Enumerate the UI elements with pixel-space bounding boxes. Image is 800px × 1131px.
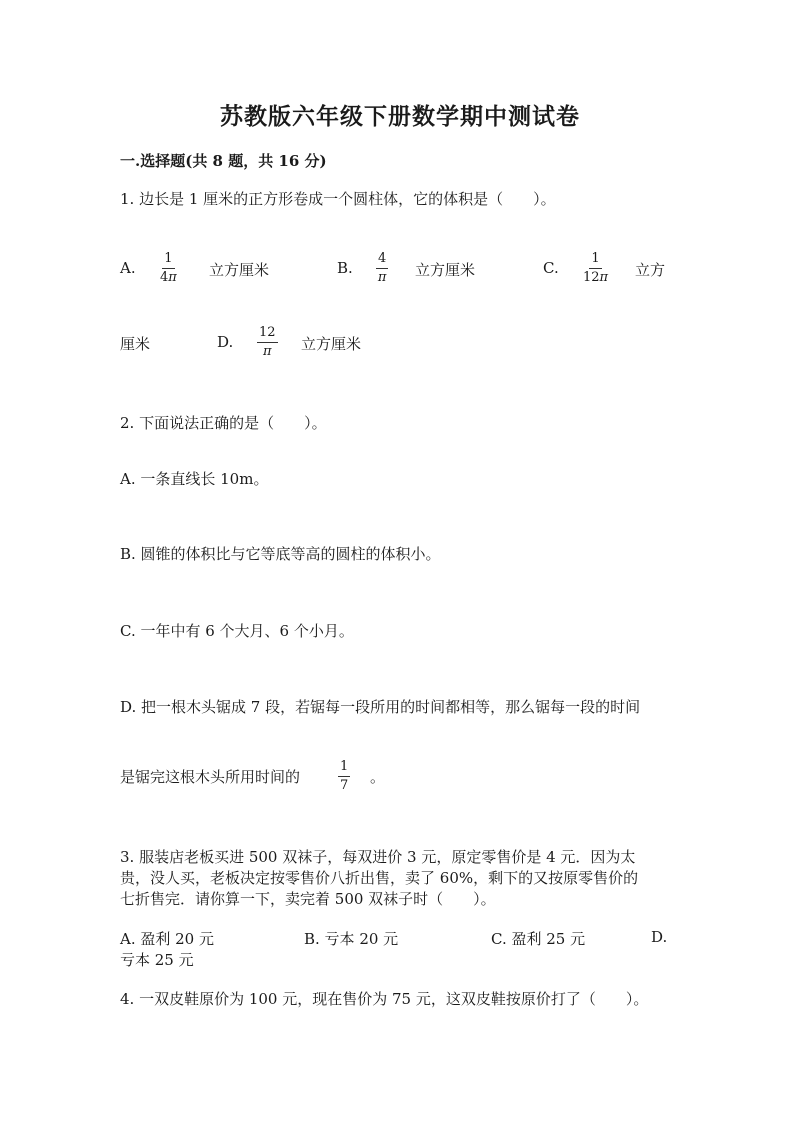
- q1-option-c-unit: 立方: [635, 261, 666, 279]
- question-3-line3: 七折售完．请你算一下，卖完着 500 双袜子时（ ）。: [120, 890, 496, 908]
- q3-option-b: B. 亏本 20 元: [304, 930, 399, 948]
- q1-option-b-unit: 立方厘米: [415, 261, 476, 279]
- q1-option-d-label: D.: [217, 333, 234, 351]
- q3-option-d-text: 亏本 25 元: [120, 951, 194, 969]
- q1-option-c-unit-wrap: 厘米: [120, 335, 151, 353]
- fraction-numerator: 1: [162, 252, 174, 269]
- pi-symbol: π: [263, 344, 272, 359]
- q1-option-b-fraction: [376, 252, 388, 285]
- fraction-denominator: [263, 343, 272, 359]
- fraction-denominator: 7: [340, 778, 349, 793]
- q3-option-d-label: D.: [651, 928, 668, 946]
- q3-option-c: C. 盈利 25 元: [491, 930, 586, 948]
- denominator-value: 12: [583, 270, 600, 285]
- q1-option-c-fraction: [583, 252, 608, 285]
- pi-symbol: π: [599, 270, 609, 285]
- fraction-numerator: 1: [589, 252, 601, 269]
- question-3-line1: 3. 服装店老板买进 500 双袜子，每双进价 3 元，原定零售价是 4 元．因为太: [120, 848, 636, 866]
- q2-option-d-end: 。: [370, 768, 386, 786]
- q2-option-c: C. 一年中有 6 个大月、6 个小月。: [120, 622, 354, 640]
- q3-option-a: A. 盈利 20 元: [120, 930, 214, 948]
- q1-option-a-unit: 立方厘米: [209, 261, 270, 279]
- q1-option-a-fraction: [160, 252, 177, 285]
- q2-option-d-line2: 是锯完这根木头所用时间的: [120, 768, 301, 786]
- question-2-stem: 2. 下面说法正确的是（ ）。: [120, 414, 327, 432]
- q1-option-d-fraction: [257, 326, 278, 359]
- fraction-numerator: 1: [338, 760, 350, 777]
- q2-option-b: B. 圆锥的体积比与它等底等高的圆柱的体积小。: [120, 545, 441, 563]
- fraction-denominator: [160, 269, 177, 285]
- question-4-stem: 4. 一双皮鞋原价为 100 元，现在售价为 75 元，这双皮鞋按原价打了（ ）。: [120, 990, 649, 1008]
- section-heading: 一.选择题(共 8 题，共 16 分): [120, 152, 327, 170]
- fraction-denominator: [583, 269, 608, 285]
- denominator-value: 4: [160, 270, 169, 285]
- question-3-line2: 贵，没人买，老板决定按零售价八折出售，卖了 60%，剩下的又按原零售价的: [120, 869, 639, 887]
- fraction-denominator: [378, 269, 387, 285]
- q1-option-b-label: B.: [337, 259, 353, 277]
- question-1-stem: 1. 边长是 1 厘米的正方形卷成一个圆柱体，它的体积是（ ）。: [120, 190, 556, 208]
- q1-option-d-unit: 立方厘米: [301, 335, 362, 353]
- q2-option-d-line1: D. 把一根木头锯成 7 段，若锯每一段所用的时间都相等，那么锯每一段的时间: [120, 698, 641, 716]
- q2-option-d-fraction: [338, 760, 350, 793]
- fraction-numerator: 12: [257, 326, 278, 343]
- pi-symbol: π: [377, 270, 387, 285]
- page-title: 苏教版六年级下册数学期中测试卷: [220, 103, 580, 130]
- fraction-numerator: 4: [376, 252, 388, 269]
- q2-option-a: A. 一条直线长 10m。: [120, 470, 269, 488]
- q1-option-a-label: A.: [120, 259, 136, 277]
- pi-symbol: π: [168, 270, 177, 285]
- q1-option-c-label: C.: [543, 259, 559, 277]
